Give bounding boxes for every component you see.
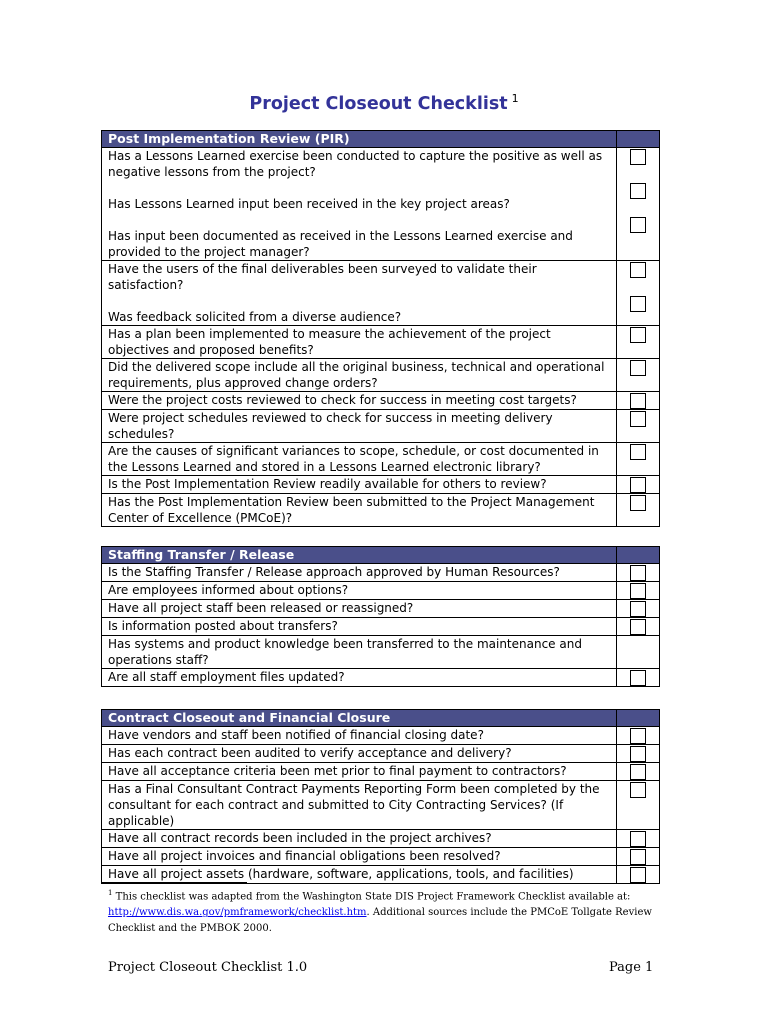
page-title: Project Closeout Checklist $^1$ bbox=[249, 92, 519, 114]
checkbox[interactable] bbox=[630, 411, 646, 427]
checkbox[interactable] bbox=[630, 565, 646, 581]
checkbox[interactable] bbox=[630, 360, 646, 376]
table-row: Has a plan been implemented to measure the achievement of the project objectives and proposed benefits? bbox=[102, 326, 617, 359]
checkbox[interactable] bbox=[630, 477, 646, 493]
checkbox[interactable] bbox=[630, 831, 646, 847]
checkbox[interactable] bbox=[630, 149, 646, 165]
checkbox[interactable] bbox=[630, 217, 646, 233]
checkbox[interactable] bbox=[630, 393, 646, 409]
checkbox[interactable] bbox=[630, 444, 646, 460]
table-row: Have all project assets (hardware, software, applications, tools, and facilities) bbox=[102, 866, 617, 884]
table-row: Have all acceptance criteria been met prior to final payment to contractors? bbox=[102, 763, 617, 781]
table-row: Are all staff employment files updated? bbox=[102, 669, 617, 687]
table-row: Are the causes of significant variances to scope, schedule, or cost documented in the Lessons Learned and stored in a Lessons Learned electronic library? bbox=[102, 443, 617, 476]
title-footnote-marker: 1 bbox=[511, 92, 519, 105]
checkbox[interactable] bbox=[630, 764, 646, 780]
footer-page-number: Page 1 bbox=[609, 960, 654, 975]
footnote-text: This checklist was adapted from the Washington State DIS Project Framework Checklist available at: bbox=[115, 891, 631, 903]
table-row: Has the Post Implementation Review been submitted to the Project Management Center of Excellence (PMCoE)? bbox=[102, 494, 617, 527]
table-row: Is information posted about transfers? bbox=[102, 618, 617, 636]
footnote bbox=[108, 885, 668, 937]
checkbox[interactable] bbox=[630, 296, 646, 312]
checkbox[interactable] bbox=[630, 849, 646, 865]
table-row: Has a Final Consultant Contract Payments Reporting Form been completed by the consultant for each contract and submitted to City Contracting Services? (If applicable) bbox=[102, 781, 617, 830]
footnote-text-after: . Additional sources include the PMCoE Tollgate Review Checklist and the PMBOK 2000. bbox=[108, 907, 652, 935]
checkbox[interactable] bbox=[630, 495, 646, 511]
checkbox[interactable] bbox=[630, 262, 646, 278]
checkbox[interactable] bbox=[630, 327, 646, 343]
contract-table bbox=[101, 709, 660, 884]
table-row: Have all project invoices and financial obligations been resolved? bbox=[102, 848, 617, 866]
checkbox[interactable] bbox=[630, 867, 646, 883]
section-heading: Staffing Transfer / Release bbox=[102, 547, 617, 564]
section-heading: Contract Closeout and Financial Closure bbox=[102, 710, 617, 727]
section-heading: Post Implementation Review (PIR) bbox=[102, 131, 617, 148]
checkbox[interactable] bbox=[630, 619, 646, 635]
table-row: Is the Post Implementation Review readily available for others to review? bbox=[102, 476, 617, 494]
table-row: Did the delivered scope include all the original business, technical and operational requirements, plus approved change orders? bbox=[102, 359, 617, 392]
checkbox[interactable] bbox=[630, 746, 646, 762]
table-row: Have the users of the final deliverables been surveyed to validate their satisfaction? Was feedback solicited from a diverse audience? bbox=[102, 261, 617, 326]
footnote-link[interactable]: http://www.dis.wa.gov/pmframework/checklist.htm bbox=[108, 907, 367, 919]
table-row: Have all project staff been released or reassigned? bbox=[102, 600, 617, 618]
table-row: Have vendors and staff been notified of financial closing date? bbox=[102, 727, 617, 745]
staffing-table bbox=[101, 546, 660, 687]
table-row: Were the project costs reviewed to check for success in meeting cost targets? bbox=[102, 392, 617, 410]
checkbox[interactable] bbox=[630, 670, 646, 686]
pir-table bbox=[101, 130, 660, 527]
table-row: Are employees informed about options? bbox=[102, 582, 617, 600]
checkbox[interactable] bbox=[630, 782, 646, 798]
footnote-rule bbox=[101, 882, 247, 883]
checkbox[interactable] bbox=[630, 183, 646, 199]
table-row: Has systems and product knowledge been transferred to the maintenance and operations staff? bbox=[102, 636, 617, 669]
table-row: Were project schedules reviewed to check for success in meeting delivery schedules? bbox=[102, 410, 617, 443]
checkbox[interactable] bbox=[630, 728, 646, 744]
table-row: Has each contract been audited to verify acceptance and delivery? bbox=[102, 745, 617, 763]
checkbox[interactable] bbox=[630, 601, 646, 617]
table-row: Have all contract records been included in the project archives? bbox=[102, 830, 617, 848]
footer-doc-title: Project Closeout Checklist 1.0 bbox=[108, 960, 308, 975]
footnote-marker: 1 bbox=[108, 889, 113, 897]
checkbox[interactable] bbox=[630, 583, 646, 599]
table-row: Is the Staffing Transfer / Release approach approved by Human Resources? bbox=[102, 564, 617, 582]
table-row: Has a Lessons Learned exercise been conducted to capture the positive as well as negative lessons from the project? Has Lessons Learned input been received in the key project areas? Has input been documented as received in the Lessons Learned exercise and provided to the project manager? bbox=[102, 148, 617, 261]
